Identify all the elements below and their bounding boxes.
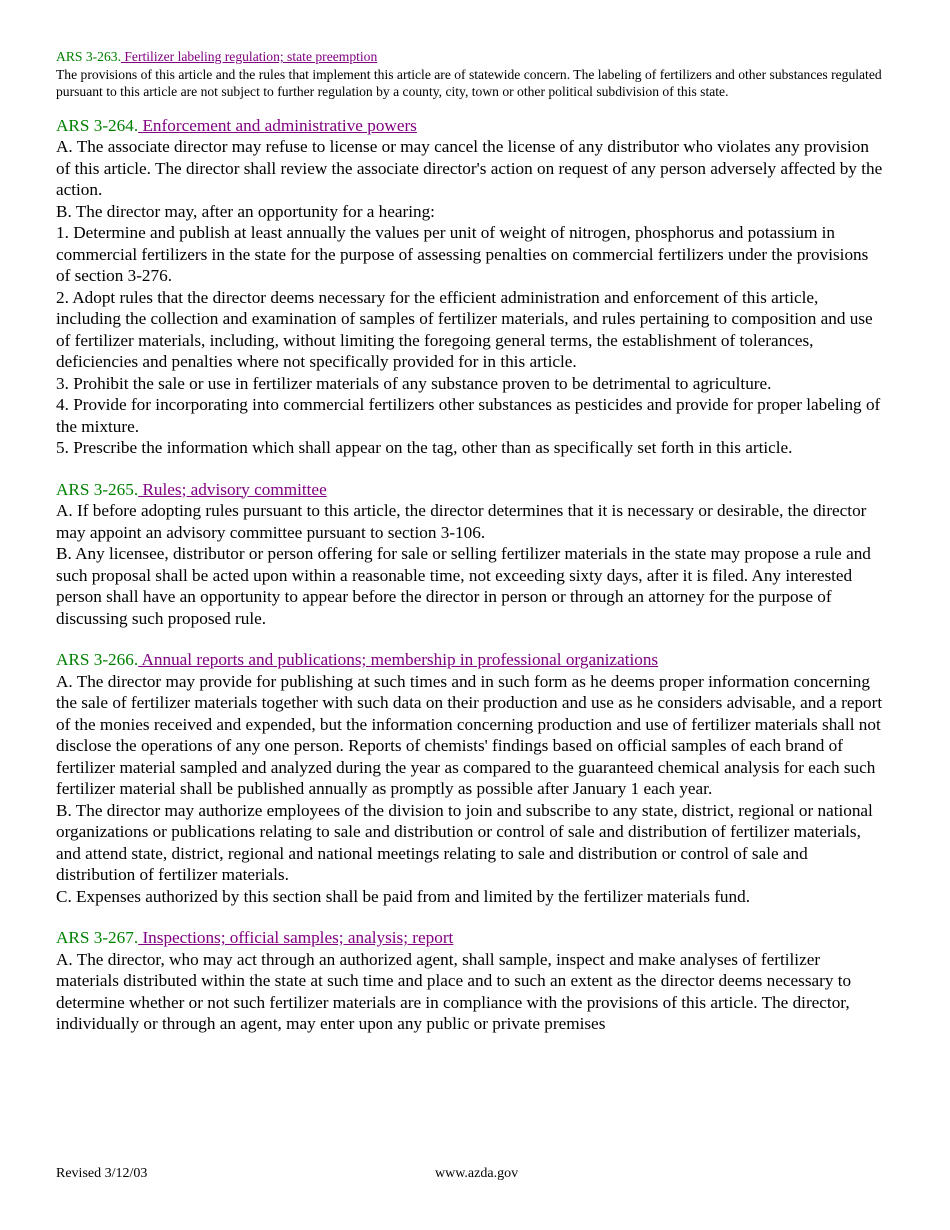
- revised-date: Revised 3/12/03: [56, 1166, 148, 1181]
- section-code: ARS 3-264: [56, 115, 134, 135]
- section-code: ARS 3-265: [56, 479, 134, 499]
- section-paragraph: A. The director, who may act through an authorized agent, shall sample, inspect and make analyses of fertilizer materials distributed within the state at such time and place and to such an extent as the director deems necessary to determine whether or not such fertilizer materials are in compliance with the provisions of this article. The director, individually or through an agent, may enter upon any public or private premises: [56, 949, 852, 1033]
- section-code: ARS 3-266: [56, 650, 134, 669]
- section-paragraph: 4. Provide for incorporating into commercial fertilizers other substances as pesticides and provide for proper labeling of the mixture.: [56, 395, 881, 436]
- section-3-265: [56, 479, 886, 630]
- section-3-263: [56, 48, 886, 101]
- section-3-267: [56, 927, 886, 1035]
- section-title-link[interactable]: Rules; advisory committee: [138, 479, 327, 499]
- section-code: ARS 3-267: [56, 928, 134, 947]
- section-paragraph: A. The director may provide for publishing at such times and in such form as he deems proper information concerning the sale of fertilizer materials together with such data on their production and use as he considers advisable, and a report of the monies received and expended, but the information concerning production and use of fertilizer materials shall not disclose the operations of any one person. Reports of chemists' findings based on official samples of each brand of fertilizer material sampled and analyzed during the year as compared to the guaranteed chemical analysis for each such fertilizer material shall be published annually as promptly as possible after January 1 each year.: [56, 671, 883, 798]
- section-heading: ARS 3-264. Enforcement and administrative powers: [56, 115, 417, 135]
- section-paragraph: 2. Adopt rules that the director deems necessary for the efficient administration and enforcement of this article, including the collection and examination of samples of fertilizer materials, and rules pertaining to composition and use of fertilizer materials, including, without limiting the foregoing general terms, the establishment of tolerances, deficiencies and penalties where not specifically provided for in this article.: [56, 287, 873, 371]
- section-heading: ARS 3-266. Annual reports and publications; membership in professional organizations: [56, 650, 659, 669]
- website-url: www.azda.gov: [435, 1166, 519, 1181]
- section-heading: ARS 3-265. Rules; advisory committee: [56, 479, 327, 499]
- section-paragraph: B. The director may, after an opportunity for a hearing:: [56, 201, 435, 221]
- section-paragraph: A. The associate director may refuse to license or may cancel the license of any distributor who violates any provision of this article. The director shall review the associate director's action on request of any person adversely affected by the action.: [56, 137, 883, 199]
- document-page: [56, 48, 886, 1035]
- section-paragraph: A. If before adopting rules pursuant to this article, the director determines that it is necessary or desirable, the director may appoint an advisory committee pursuant to section 3-106.: [56, 501, 867, 542]
- section-title-link[interactable]: Fertilizer labeling regulation; state preemption: [120, 49, 378, 64]
- section-paragraph: 3. Prohibit the sale or use in fertilizer materials of any substance proven to be detrimental to agriculture.: [56, 373, 772, 393]
- section-3-264: [56, 115, 886, 459]
- section-heading: ARS 3-267. Inspections; official samples; analysis; report: [56, 928, 454, 947]
- section-title-link[interactable]: Enforcement and administrative powers: [138, 115, 417, 135]
- section-3-266: [56, 649, 886, 907]
- section-paragraph: 1. Determine and publish at least annually the values per unit of weight of nitrogen, phosphorus and potassium in commercial fertilizers in the state for the purpose of assessing penalties on commercial fertilizers under the provisions of section 3-276.: [56, 223, 869, 285]
- section-paragraph: 5. Prescribe the information which shall appear on the tag, other than as specifically set forth in this article.: [56, 438, 793, 457]
- section-heading: ARS 3-263. Fertilizer labeling regulation; state preemption: [56, 49, 378, 64]
- section-code: ARS 3-263: [56, 49, 118, 64]
- section-title-link[interactable]: Inspections; official samples; analysis; report: [138, 928, 454, 947]
- section-paragraph: B. Any licensee, distributor or person offering for sale or selling fertilizer materials in the state may propose a rule and such proposal shall be acted upon within a reasonable time, not exceeding sixty days, after it is filed. Any interested person shall have an opportunity to appear before the director in person or through an attorney for the purpose of discussing such proposed rule.: [56, 544, 871, 628]
- section-paragraph: B. The director may authorize employees of the division to join and subscribe to any state, district, regional or national organizations or publications relating to sale and distribution or control of sale and distribution of fertilizer materials, and attend state, district, regional and national meetings relating to sale and distribution or control of sale and distribution of fertilizer materials.: [56, 800, 873, 884]
- section-title-link[interactable]: Annual reports and publications; membership in professional organizations: [138, 650, 659, 669]
- section-paragraph: The provisions of this article and the rules that implement this article are of statewide concern. The labeling of fertilizers and other substances regulated pursuant to this article are not subject to further regulation by a county, city, town or other political subdivision of this state.: [56, 66, 882, 99]
- section-paragraph: C. Expenses authorized by this section shall be paid from and limited by the fertilizer materials fund.: [56, 886, 750, 906]
